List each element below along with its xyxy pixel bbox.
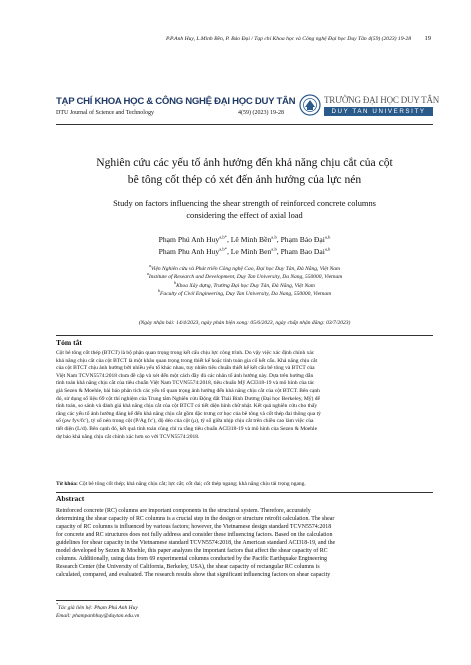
title-vi-line: Nghiên cứu các yếu tố ảnh hưởng đến khả năng chịu cắt của cột [96, 156, 393, 169]
authors-en: Pham Phu Anh Huy$^{a,b*}$, Le Minh Ben$^{a,b}$, Pham Bao Dai$^{a,b}$ [158, 246, 331, 256]
abstract-line: Research Center (the University of California, Berkeley, USA), the shear capacity of rectangular RC columns is [56, 564, 320, 570]
page-number: 19 [424, 35, 431, 42]
author-affil-sup: a,b [324, 234, 331, 240]
author-email: phampanhhuy@duytan.edu.vn [72, 613, 140, 619]
author-name: Lê Minh Bền [230, 235, 272, 244]
abstract-line: calculated, compared, and evaluated. The research results show that significant influencing factors on shear capacity [56, 572, 331, 578]
affiliations [56, 265, 433, 299]
footnote-email-line: Email: phampanhhuy@duytan.edu.vn [56, 613, 140, 619]
author-name: Le Minh Ben [230, 247, 272, 256]
author-affil-sup: a,b* [219, 246, 227, 252]
author-name: Pham Phu Anh Huy [158, 247, 220, 256]
author-affil-sup: a,b [271, 234, 277, 240]
keywords-text: Cột bê tông cốt thép; khả năng chịu cắt; lực cắt; cốt đai; cốt thép ngang; khả năng chịu tải trọng ngang. [79, 481, 306, 487]
corresponding-author-footnote [56, 604, 139, 620]
affiliation-line: $^b$Khoa Xây dựng, Trường Đại học Duy Tân, Đà Nẵng, Việt Nam [174, 279, 315, 289]
abstract-line: columns. Additionally, using data from 69 experimental columns conducted by the Pacific Earthquake Engineering [56, 556, 328, 562]
author-name: Phạm Phú Anh Huy [158, 235, 220, 244]
abstract-vi-heading: Tóm tắt [56, 338, 82, 347]
affiliation-line: $^a$Viện Nghiên cứu và Phát triển Công nghệ Cao, Đại học Duy Tân, Đà Nẵng, Việt Nam [148, 263, 340, 272]
submission-dates: (Ngày nhận bài: 14/4/2023, ngày phản biện xong: 05/6/2023, ngày chấp nhận đăng: 03/7/2023) [138, 320, 351, 326]
abstract-top-divider [56, 335, 433, 336]
abstract-en-body [56, 507, 433, 579]
abstract-line: guidelines for shear capacity in the Vietnamese standard TCVN5574:2018, the American standard ACI318-19, and the [56, 540, 336, 546]
abstract-line: Việt Nam TCVN5574:2018 chưa đề cập và xét đến một cách đầy đủ các nhân tố ảnh hưởng này. Dựa trên hướng dẫn [56, 372, 314, 379]
footnote-author-line: *Tác giả liên hệ: Phạm Phú Anh Huy [56, 602, 138, 611]
keywords-vi [56, 481, 433, 489]
abstract-line: tính toán, so sánh và đánh giá khả năng chịu cắt của cột BTCT có tiết diện hình chữ nhật. Kết quả nghiên cứu cho thấy [56, 403, 318, 410]
title-vi-line: bê tông cốt thép có xét đến ảnh hưởng của lực nén [127, 173, 362, 186]
abstract-line: rằng các yếu tố ảnh hưởng đáng kể đến khả năng chịu cắt gồm đặc trưng cơ học của bê tông và cốt thép đai thông qua tỷ [56, 410, 321, 417]
abstract-mid-divider [56, 492, 433, 493]
paper-title-en [56, 198, 433, 222]
abstract-line: for concrete and RC structures does not fully address and consider these influencing factors. Based on the calculation [56, 532, 333, 538]
journal-header [56, 95, 440, 126]
university-logo [299, 94, 440, 120]
journal-subtitle: DTU Journal of Science and Technology [56, 110, 154, 116]
author-affil-sup: a,b [271, 246, 277, 252]
paper-title-vi [56, 154, 433, 188]
abstract-line: khả năng chịu cắt của cột BTCT là một khâu quan trọng trong thiết kế hoặc tính toán gia cố kết cấu. Khả năng chịu cắt [56, 357, 318, 364]
authors-vi: Phạm Phú Anh Huy$^{a,b*}$, Lê Minh Bền$^{a,b}$, Phạm Bảo Đại$^{a,b}$ [158, 234, 331, 244]
abstract-line: Reinforced concrete (RC) columns are important components in the structural system. Therefore, accurately [56, 508, 311, 514]
author-list [56, 234, 433, 258]
affiliation-line: $^a$Institute of Research and Development, Duy Tan University, Da Nang, 550000, Vietnam [146, 271, 343, 281]
abstract-line: model developed by Sezen & Moehle, this paper analyzes the important factors that affect the shear capacity of RC [56, 548, 328, 554]
author-affil-sup: a,b* [219, 234, 227, 240]
keywords-label: Từ khóa: [56, 481, 78, 487]
title-en-line: Study on factors influencing the shear strength of reinforced concrete columns [113, 199, 376, 208]
author-affil-sup: a,b [324, 246, 331, 252]
journal-title: TẠP CHÍ KHOA HỌC & CÔNG NGHỆ ĐẠI HỌC DUY TÂN [56, 96, 296, 107]
university-emblem-icon [299, 94, 321, 116]
header-divider [56, 124, 433, 125]
abstract-line: tiết diện (L/d). Bên cạnh đó, kết quả tính toán cũng chỉ ra rằng tiêu chuẩn ACI318-19 và mô hình của Sezen & Moehle [56, 425, 318, 432]
abstract-en-heading: Abstract [56, 494, 85, 503]
footnote-divider [56, 600, 132, 601]
abstract-line: determining the shear capacity of RC columns is a crucial step in the design or structure retrofit calculation. The shear [56, 516, 335, 522]
title-en-line: considering the effect of axial load [186, 211, 303, 220]
abstract-line: số (ρw fyv/fc′), tỷ số nén trong cột (P/Ag fc′), độ dẻo của cột (μ), tỷ số giữa nhịp chịu cắt trên chiều cao làm việc của [56, 418, 314, 425]
abstract-line: dự báo khả năng chịu cắt chính xác hơn so với TCVN5574:2018. [56, 433, 200, 440]
author-name: Phạm Bảo Đại [280, 235, 325, 244]
logo-text-vi: TRƯỜNG ĐẠI HỌC DUY TÂN [324, 95, 440, 105]
journal-issue: 4(59) (2023) 19-28 [238, 110, 284, 116]
abstract-line: Cột bê tông cốt thép (BTCT) là bộ phận quan trọng trong kết cấu chịu lực công trình. Do vậy việc xác định chính xác [56, 350, 315, 356]
abstract-line: tính toán khả năng chịu cắt của tiêu chuẩn Việt Nam TCVN5574:2018, tiêu chuẩn Mỹ ACI318-19 và mô hình của tác [56, 380, 315, 387]
abstract-line: capacity of RC columns is influenced by various factors; however, the Vietnamese design standard TCVN5574:2018 [56, 524, 332, 530]
affiliation-line: $^b$Faculty of Civil Engineering, Duy Tan University, Da Nang, 550000, Vietnam [157, 288, 332, 298]
abstract-line: của cột BTCT chịu ảnh hưởng bởi nhiều yếu tố khác nhau, tuy nhiên tiêu chuẩn thiết kế kết cấu bê tông và BTCT của [56, 365, 315, 372]
abstract-line: đó, sử dụng số liệu 69 cột thí nghiệm của Trung tâm Nghiên cứu Động đất Thái Bình Dương (Đại học Berkeley, Mỹ) để [56, 395, 320, 402]
abstract-vi-body [56, 350, 433, 441]
logo-text-en: DUY TAN UNIVERSITY [324, 107, 433, 116]
running-head: P.P.Anh Huy, L.Minh Bền, P. Bảo Đại / Tạp chí Khoa học và Công nghệ Đại học Duy Tân 4(59) (2023) 19-28 [165, 36, 411, 42]
abstract-line: giả Sezen & Moehle, bài báo phân tích các yếu tố quan trọng ảnh hưởng đến khả năng chịu cắt của cột BTCT. Bên cạnh [56, 387, 320, 394]
author-name: Pham Bao Dai [280, 247, 325, 256]
